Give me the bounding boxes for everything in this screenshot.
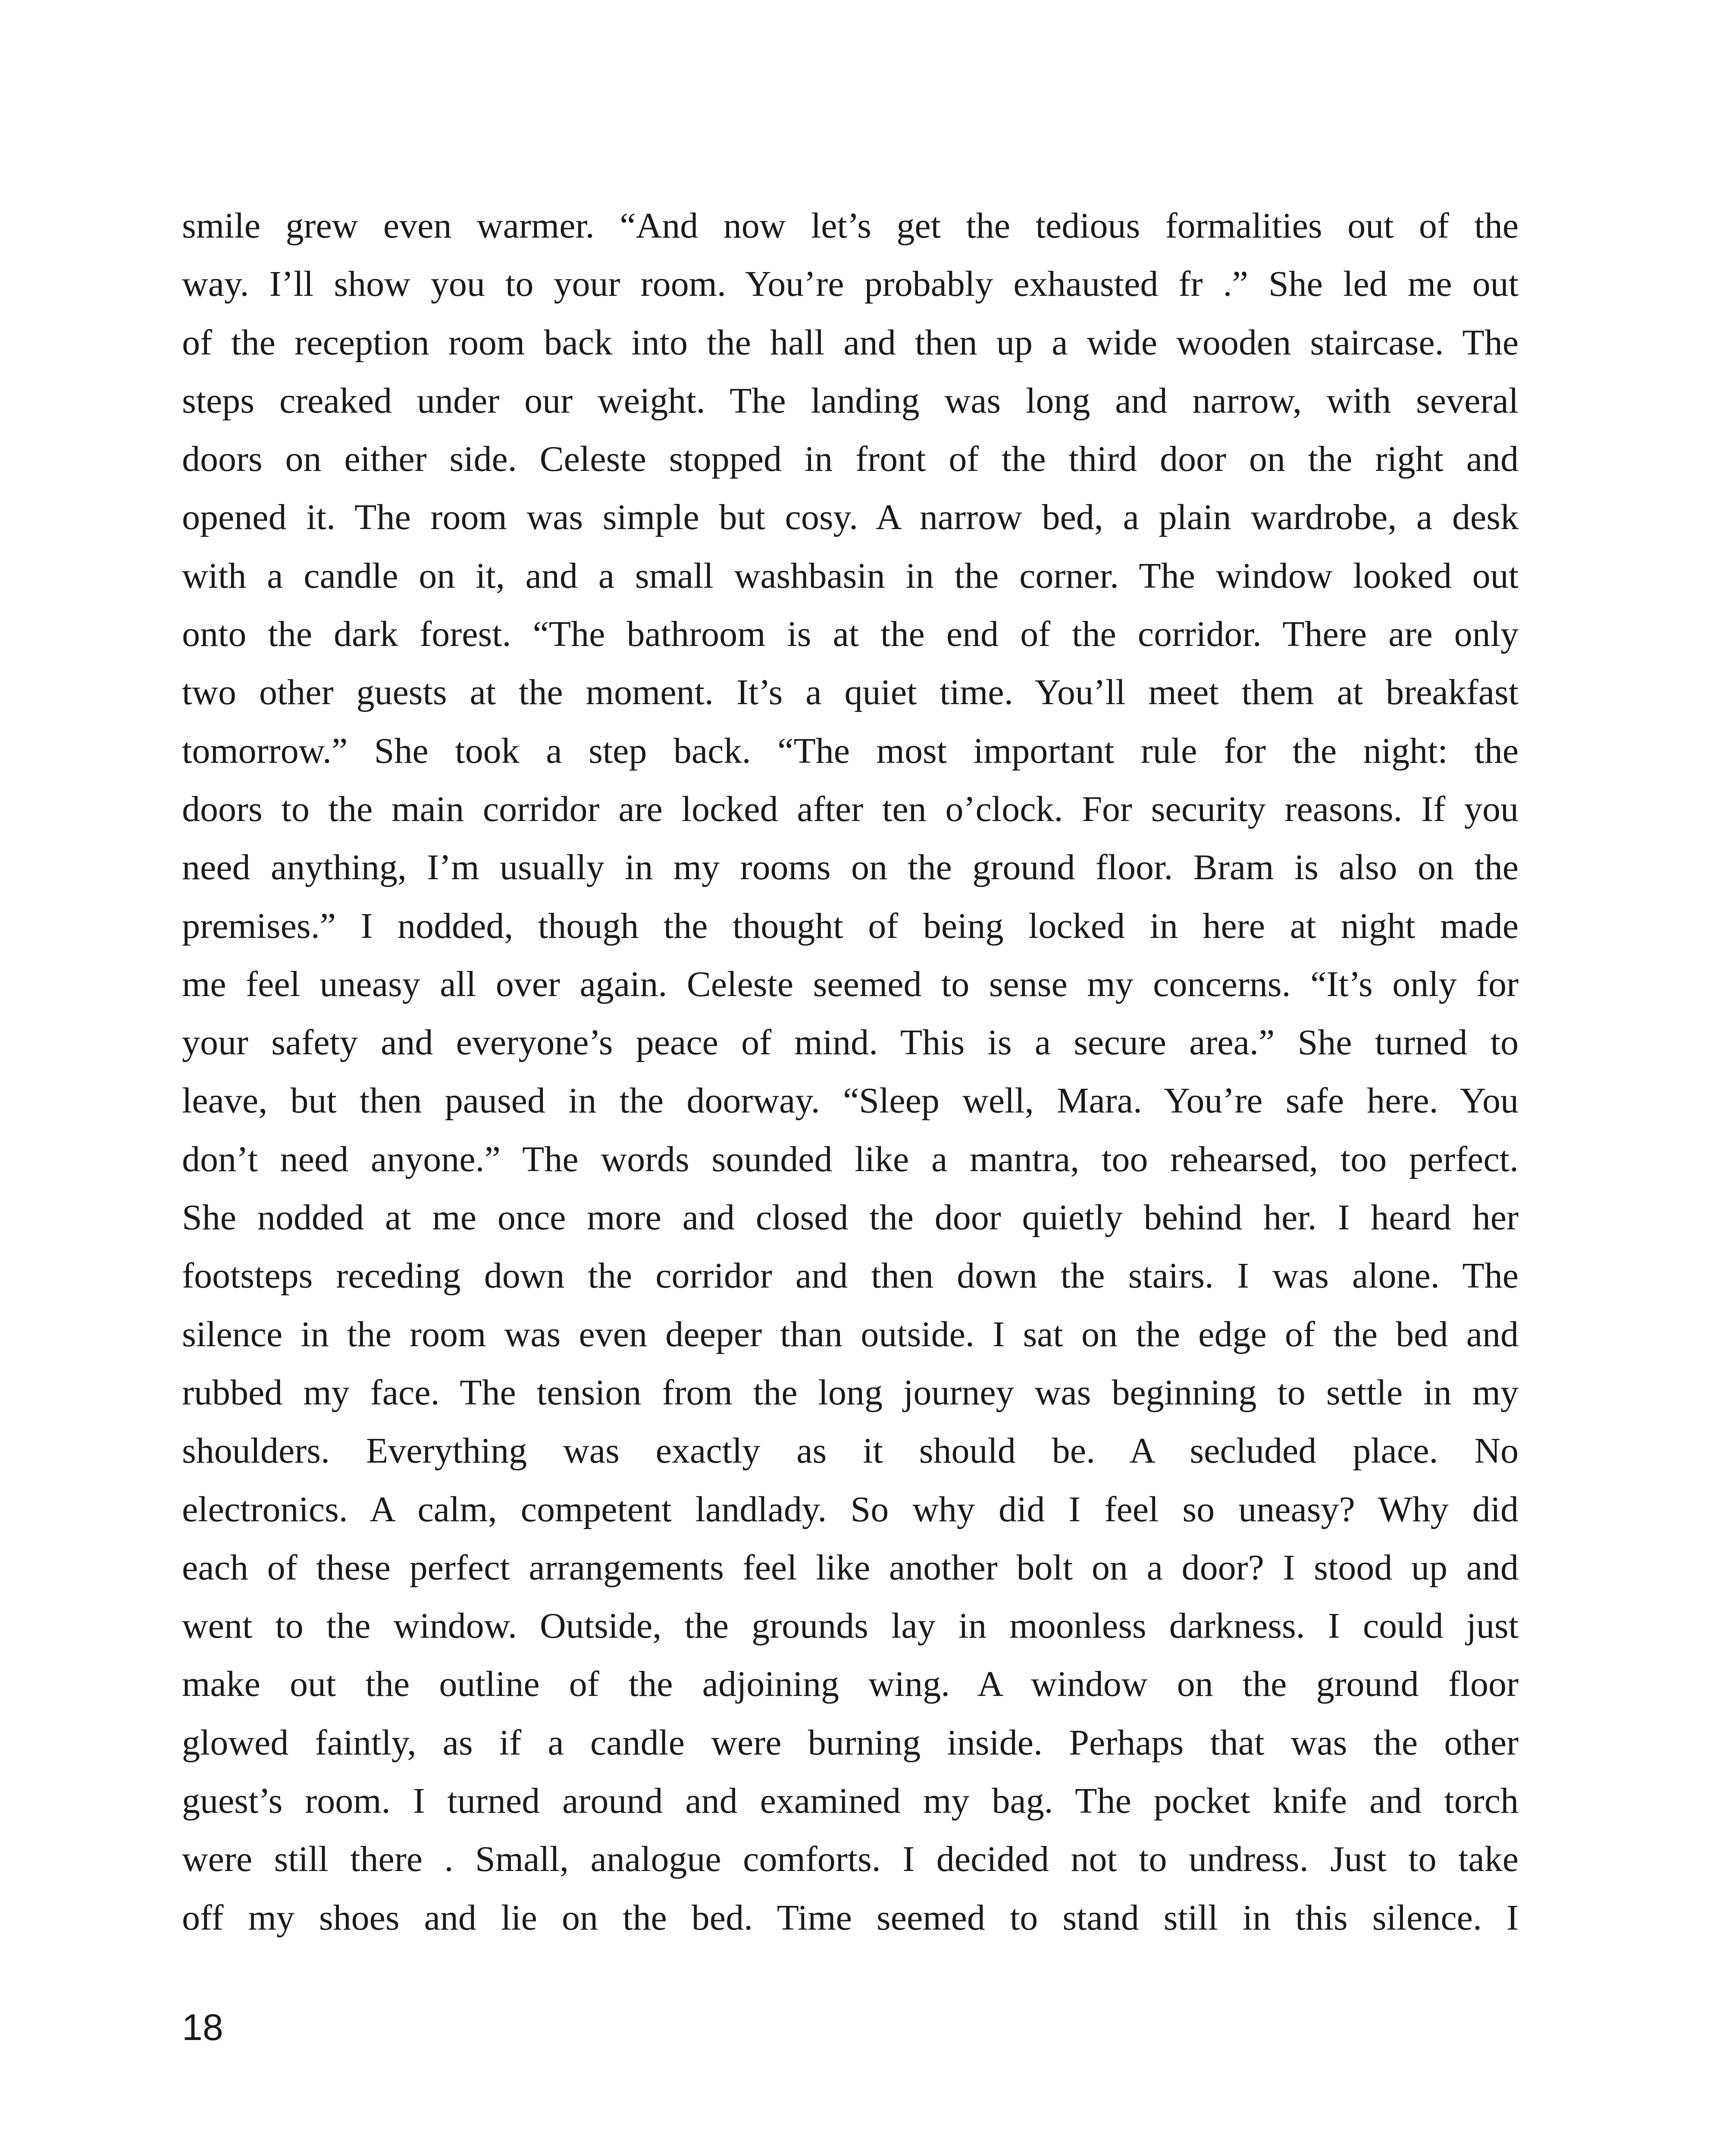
text-line: were still there . Small, analogue comforts. I decided not to undress. Just to take (182, 1839, 1519, 1880)
text-line: leave, but then paused in the doorway. “Sleep well, Mara. You’re safe here. You (182, 1081, 1519, 1121)
text-line: don’t need anyone.” The words sounded like a mantra, too rehearsed, too perfect. (182, 1139, 1519, 1179)
text-line: onto the dark forest. “The bathroom is at the end of the corridor. There are only (182, 614, 1519, 655)
text-line: guest’s room. I turned around and examined my bag. The pocket knife and torch (182, 1781, 1519, 1821)
text-line: silence in the room was even deeper than outside. I sat on the edge of the bed and (182, 1314, 1519, 1354)
text-line: glowed faintly, as if a candle were burning inside. Perhaps that was the other (182, 1722, 1519, 1763)
page-number: 18 (182, 2007, 223, 2048)
text-line: make out the outline of the adjoining wing. A window on the ground floor (182, 1664, 1519, 1705)
text-line: off my shoes and lie on the bed. Time seemed to stand still in this silence. I (182, 1897, 1519, 1938)
text-line: me feel uneasy all over again. Celeste seemed to sense my concerns. “It’s only for (182, 964, 1519, 1004)
text-line: doors on either side. Celeste stopped in front of the third door on the right and (182, 439, 1519, 479)
text-line: went to the window. Outside, the grounds lay in moonless darkness. I could just (182, 1606, 1519, 1646)
text-line: with a candle on it, and a small washbasin in the corner. The window looked out (182, 555, 1519, 596)
text-line: shoulders. Everything was exactly as it should be. A secluded place. No (182, 1431, 1519, 1471)
text-line: doors to the main corridor are locked after ten o’clock. For security reasons. If you (182, 789, 1519, 829)
text-line: rubbed my face. The tension from the long journey was beginning to settle in my (182, 1372, 1519, 1413)
text-line: your safety and everyone’s peace of mind. This is a secure area.” She turned to (182, 1022, 1519, 1063)
body-text (182, 197, 1519, 1947)
text-line: way. I’ll show you to your room. You’re probably exhausted fr .” She led me out (182, 264, 1519, 304)
text-line: need anything, I’m usually in my rooms on the ground floor. Bram is also on the (182, 847, 1519, 888)
text-line: smile grew even warmer. “And now let’s get the tedious formalities out of the (182, 206, 1519, 246)
text-line: of the reception room back into the hall and then up a wide wooden staircase. The (182, 322, 1519, 363)
text-line: steps creaked under our weight. The landing was long and narrow, with several (182, 380, 1519, 421)
text-line: each of these perfect arrangements feel like another bolt on a door? I stood up and (182, 1547, 1519, 1588)
text-line: two other guests at the moment. It’s a quiet time. You’ll meet them at breakfast (182, 672, 1519, 713)
text-line: tomorrow.” She took a step back. “The most important rule for the night: the (182, 730, 1519, 771)
text-line: electronics. A calm, competent landlady. So why did I feel so uneasy? Why did (182, 1489, 1519, 1529)
text-line: She nodded at me once more and closed the door quietly behind her. I heard her (182, 1197, 1519, 1238)
text-line: premises.” I nodded, though the thought of being locked in here at night made (182, 906, 1519, 946)
text-line: opened it. The room was simple but cosy. A narrow bed, a plain wardrobe, a desk (182, 497, 1519, 538)
text-line: footsteps receding down the corridor and then down the stairs. I was alone. The (182, 1256, 1519, 1296)
